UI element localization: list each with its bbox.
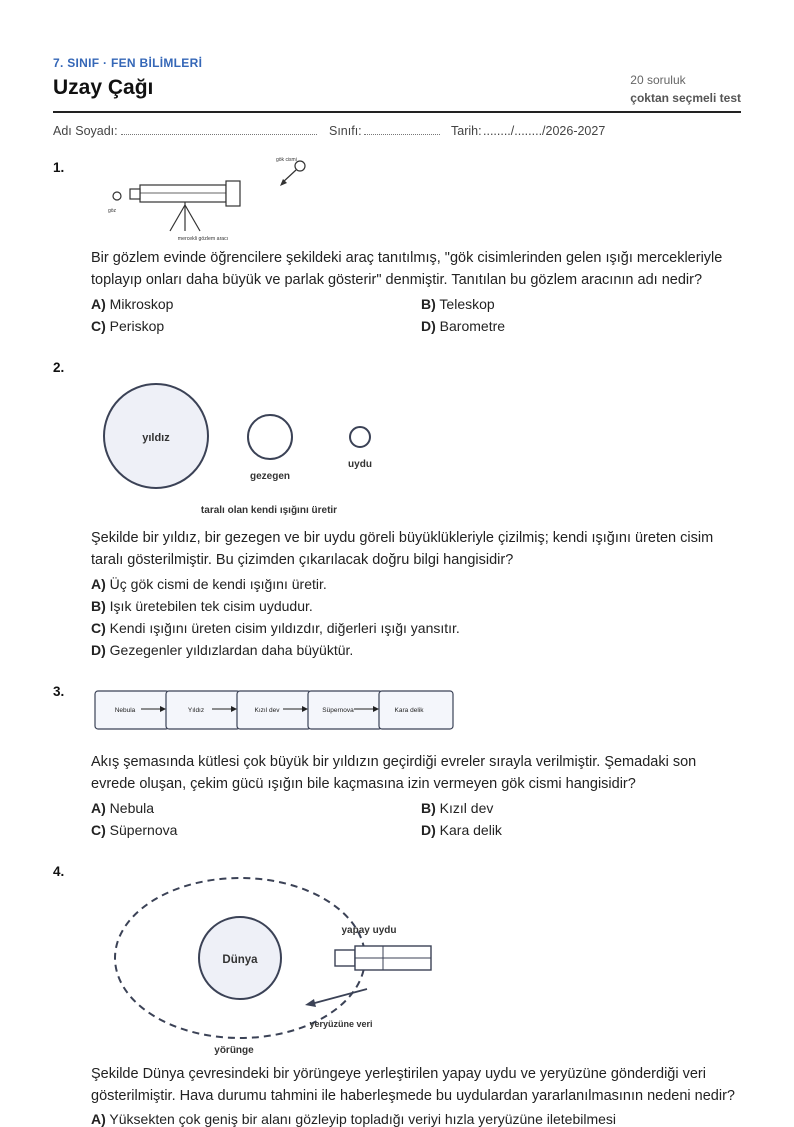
worksheet-page <box>53 0 741 1127</box>
label-orbit: yörünge <box>214 1045 254 1056</box>
subject-kicker: 7. SINIF · FEN BİLİMLERİ <box>53 56 203 70</box>
satellite-body <box>335 950 355 966</box>
label-earth: Dünya <box>222 954 258 966</box>
option-a[interactable]: A) Yüksekten çok geniş bir alanı gözleyip topladığı veriyi hızla yeryüzüne iletebilmesi <box>91 1111 617 1127</box>
flow-step <box>379 691 453 729</box>
header-divider <box>53 111 741 113</box>
option-b[interactable]: B) Işık üretebilen tek cisim uydudur. <box>91 598 313 614</box>
eye-icon <box>113 192 121 200</box>
class-label: Sınıfı: <box>329 124 362 138</box>
question-number: 4. <box>53 864 65 879</box>
question-number: 2. <box>53 360 65 375</box>
option-d[interactable]: D) Kara delik <box>421 822 502 838</box>
flow-step-label: Yıldız <box>187 707 205 714</box>
name-label: Adı Soyadı: <box>53 124 118 138</box>
flow-step-label: Kara delik <box>394 707 424 714</box>
option-b[interactable]: B) Teleskop <box>421 296 495 312</box>
label-planet: gezegen <box>249 471 291 482</box>
question-count: 20 soruluk <box>630 73 686 87</box>
option-b[interactable]: B) Kızıl dev <box>421 800 494 816</box>
option-d[interactable]: D) Gezegenler yıldızlardan daha büyüktür. <box>91 642 354 658</box>
flow-step-label: Nebula <box>114 707 136 714</box>
class-field[interactable] <box>364 124 440 138</box>
satellite-orbit-figure <box>113 876 433 1060</box>
option-c[interactable]: C) Periskop <box>91 318 165 334</box>
test-meta <box>630 71 741 107</box>
question-text: Akış şemasında kütlesi çok büyük bir yıldızın geçirdiği evreler sırayla verilmiştir. Şemadaki son evrede oluşan, çekim gücü ışığın bile kaçmasına izin vermeyen gök cismi hangisidir? <box>91 754 697 792</box>
moon-circle <box>350 427 370 447</box>
option-c[interactable]: C) Süpernova <box>91 822 178 838</box>
flow-step <box>95 691 169 729</box>
test-type: çoktan seçmeli test <box>630 91 741 105</box>
celestial-sizes-figure <box>103 383 433 523</box>
telescope-objective <box>226 181 240 206</box>
question-number: 3. <box>53 684 65 699</box>
label-instrument: mercekli gözlem aracı <box>177 236 229 242</box>
flow-step <box>166 691 240 729</box>
option-d[interactable]: D) Barometre <box>421 318 506 334</box>
figure-note: taralı olan kendi ışığını üretir <box>200 505 338 516</box>
date-label: Tarih: <box>451 124 482 138</box>
telescope-eyepiece <box>130 189 140 199</box>
telescope-tube <box>140 185 226 202</box>
data-arrow <box>311 989 367 1004</box>
date-field[interactable]: ......../......../2026-2027 <box>483 124 606 138</box>
option-a[interactable]: A) Üç gök cismi de kendi ışığını üretir. <box>91 576 327 592</box>
option-a[interactable]: A) Nebula <box>91 800 155 816</box>
option-c[interactable]: C) Kendi ışığını üreten cisim yıldızdır, diğerleri ışığı yansıtır. <box>91 620 460 636</box>
question-text: Şekilde bir yıldız, bir gezegen ve bir uydu göreli büyüklükleriyle çizilmiş; kendi ışığını üreten cisim taralı gösterilmiştir. Bu çizimden çıkarılacak doğru bilgi hangisidir? <box>91 530 714 568</box>
flow-step <box>237 691 311 729</box>
page-title: Uzay Çağı <box>53 76 154 99</box>
name-field[interactable] <box>121 124 317 138</box>
label-star: yıldız <box>142 432 170 444</box>
telescope-figure <box>108 155 308 245</box>
star-lifecycle-flowchart <box>93 688 453 734</box>
planet-circle <box>248 415 292 459</box>
label-eye: göz <box>108 208 117 214</box>
label-moon: uydu <box>348 459 372 470</box>
flow-step-label: Kızıl dev <box>254 707 280 714</box>
question-text: Bir gözlem evinde öğrencilere şekildeki araç tanıtılmış, "gök cisimlerinden gelen ışığı mercekleriyle toplayıp onları daha büyük ve parlak gösterir" denmiştir. Tanıtılan bu gözlem aracının adı nedir? <box>91 250 723 288</box>
label-satellite: yapay uydu <box>341 925 397 936</box>
question-text: Şekilde Dünya çevresindeki bir yörüngeye yerleştirilen yapay uydu ve yeryüzüne gönderdiği veri gösterilmiştir. Hava durumu tahmini ile haberleşmede bu uydulardan yararlanılmasının nedeni nedir? <box>91 1066 735 1104</box>
flow-step-label: Süpernova <box>322 707 354 714</box>
label-sky-object: gök cismi <box>276 157 297 163</box>
label-data: yeryüzüne veri <box>309 1019 373 1029</box>
flow-step <box>308 691 382 729</box>
question-number: 1. <box>53 160 65 175</box>
option-a[interactable]: A) Mikroskop <box>91 296 174 312</box>
